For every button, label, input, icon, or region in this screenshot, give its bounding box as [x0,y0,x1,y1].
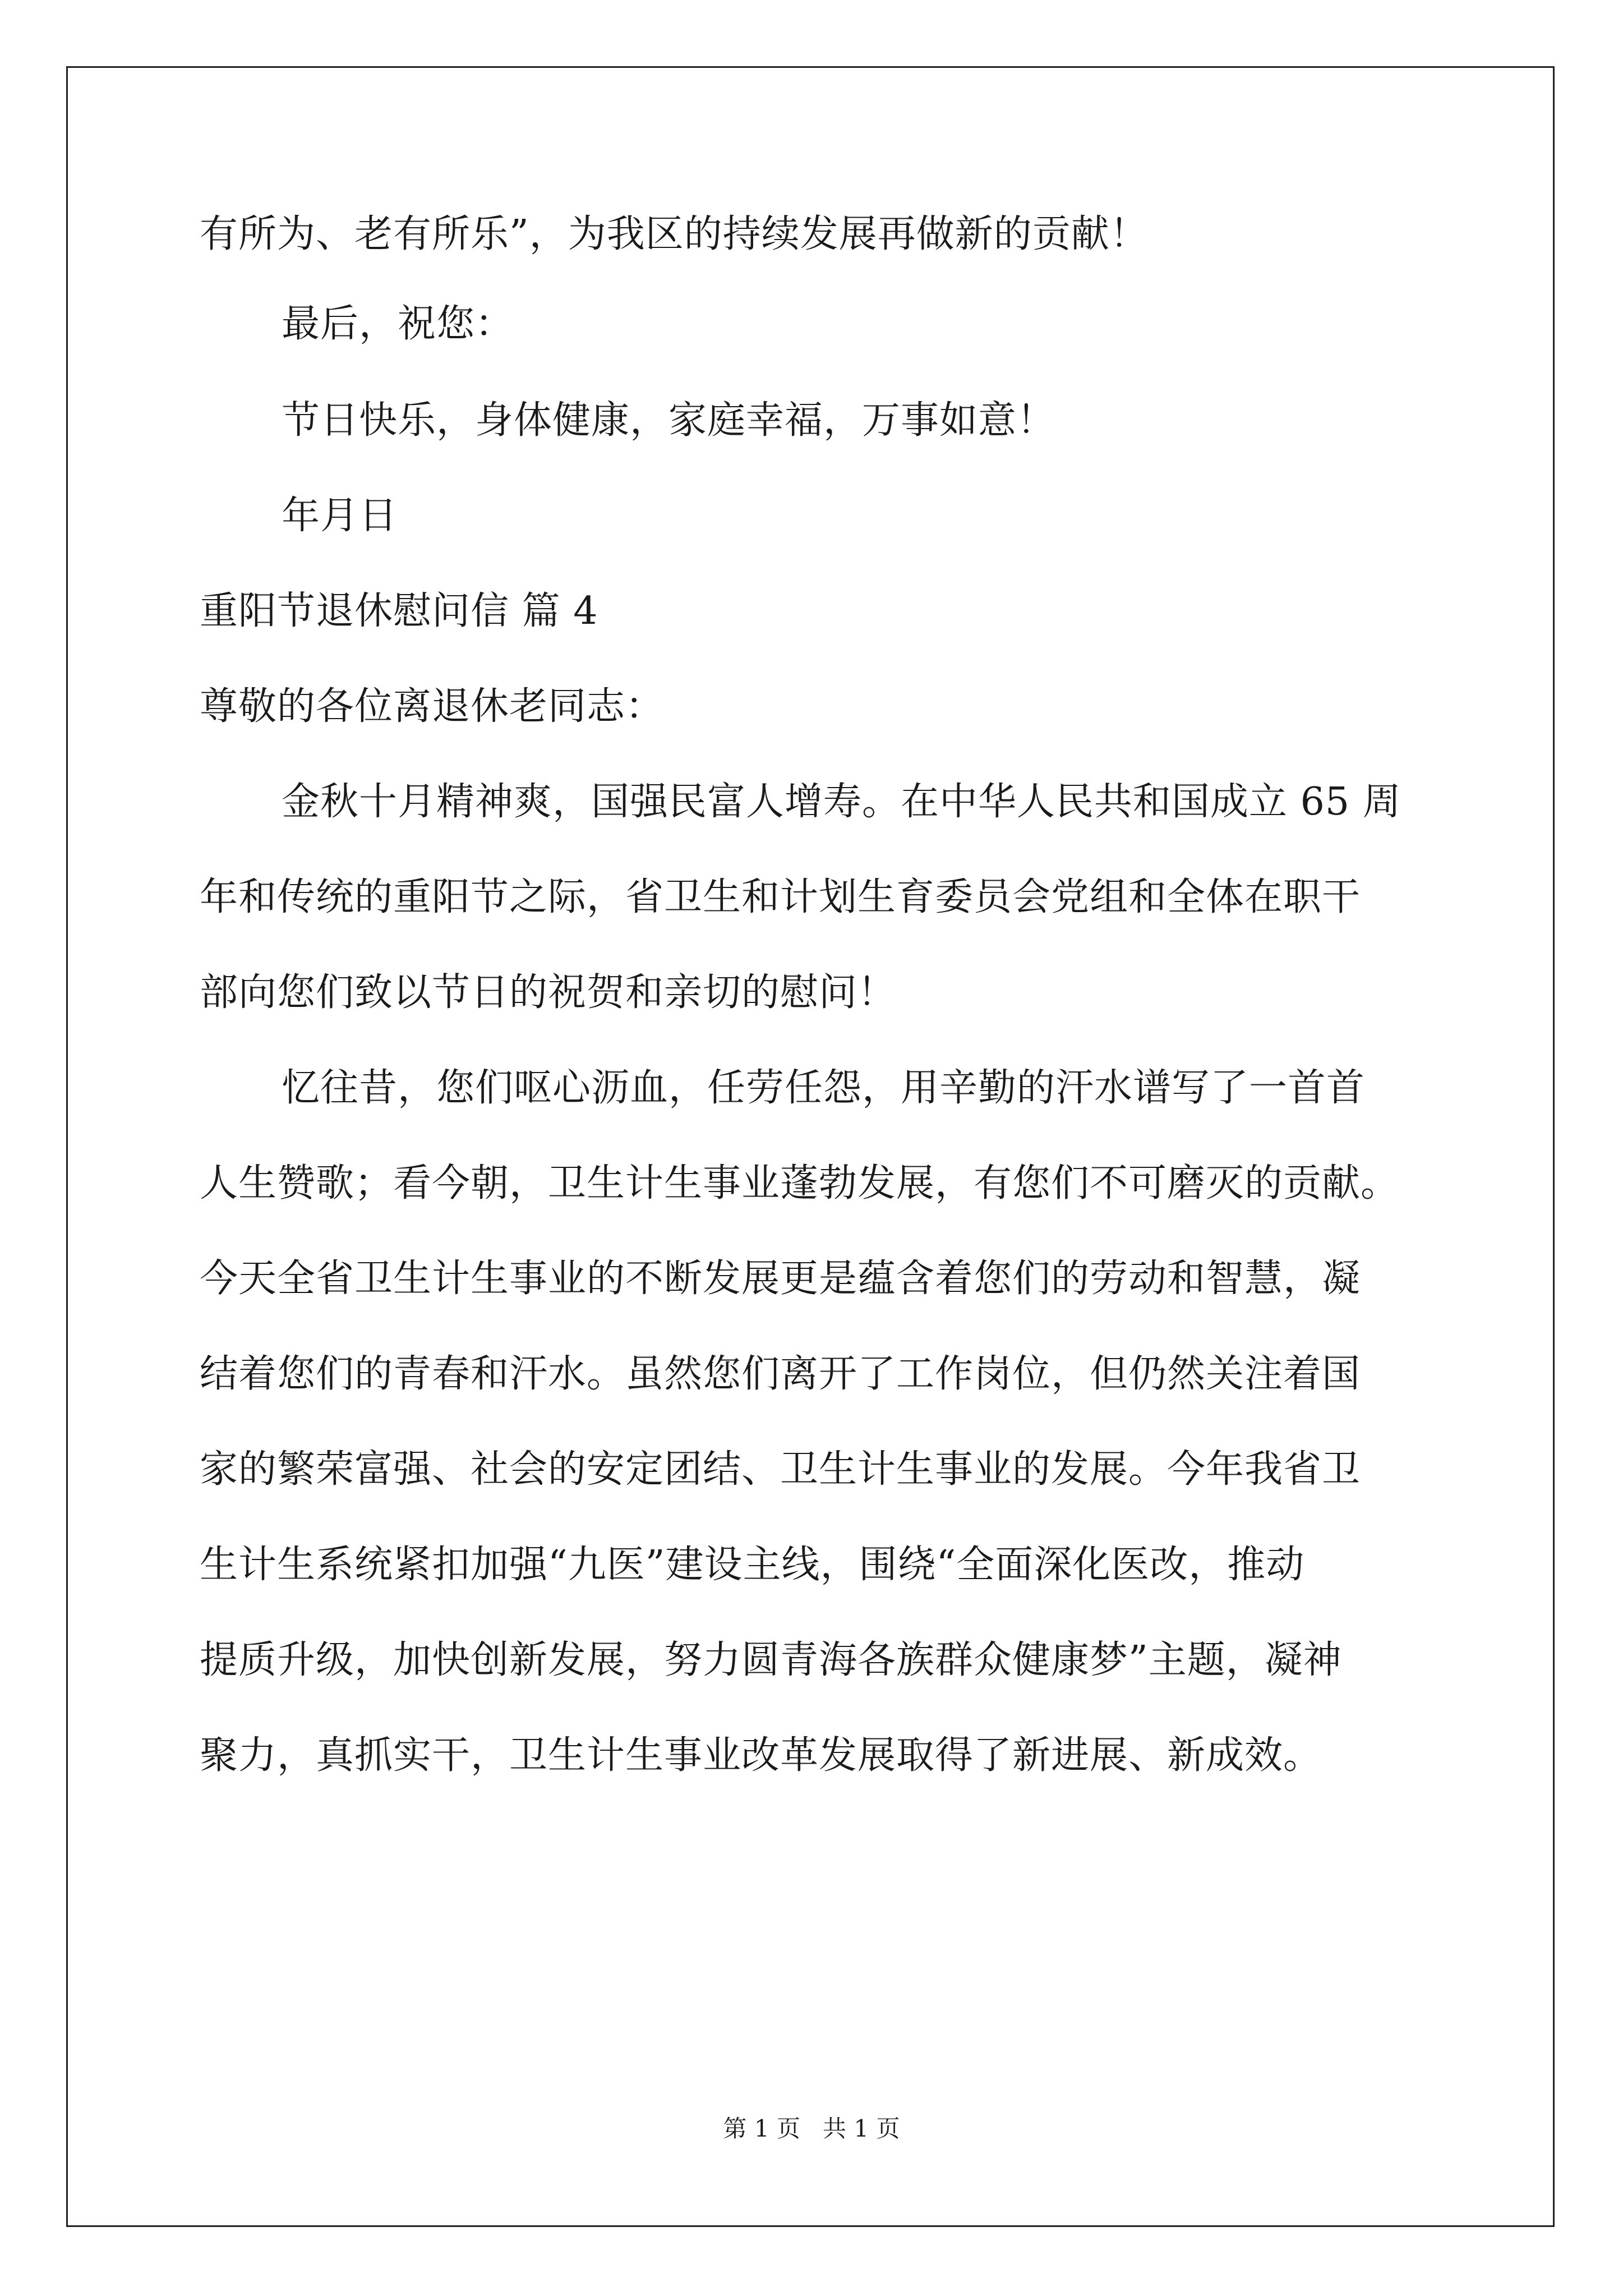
section-heading: 重阳节退休慰问信 篇 4 [200,589,598,633]
page-border [66,66,1555,2227]
text-line-wishes: 节日快乐，身体健康，家庭幸福，万事如意！ [282,398,1056,443]
paragraph-line: 人生赞歌；看今朝，卫生计生事业蓬勃发展，有您们不可磨灭的贡献。 [200,1161,1400,1205]
paragraph-line: 忆往昔，您们呕心沥血，任劳任怨，用辛勤的汗水谱写了一首首 [282,1066,1366,1110]
text-line-date: 年月日 [282,494,398,538]
paragraph-line: 部向您们致以节日的祝贺和亲切的慰问！ [200,970,897,1015]
paragraph-line: 年和传统的重阳节之际，省卫生和计划生育委员会党组和全体在职干 [200,875,1361,919]
paragraph-line: 聚力，真抓实干，卫生计生事业改革发展取得了新进展、新成效。 [200,1733,1322,1778]
text-line-continuation: 有所为、老有所乐”，为我区的持续发展再做新的贡献！ [200,212,1149,256]
paragraph-line: 金秋十月精神爽，国强民富人增寿。在中华人民共和国成立 65 周 [282,780,1401,824]
paragraph-line: 家的繁荣富强、社会的安定团结、卫生计生事业的发展。今年我省卫 [200,1447,1361,1492]
text-line-closing: 最后，祝您： [282,302,514,346]
salutation: 尊敬的各位离退休老同志： [200,684,665,729]
paragraph-line: 提质升级，加快创新发展，努力圆青海各族群众健康梦”主题，凝神 [200,1638,1342,1682]
page-number-footer: 第 1 页 共 1 页 [723,2115,900,2142]
paragraph-line: 结着您们的青春和汗水。虽然您们离开了工作岗位，但仍然关注着国 [200,1352,1361,1396]
paragraph-line: 生计生系统紧扣加强“九医”建设主线，围绕“全面深化医改，推动 [200,1543,1305,1587]
paragraph-line: 今天全省卫生计生事业的不断发展更是蕴含着您们的劳动和智慧，凝 [200,1257,1361,1301]
